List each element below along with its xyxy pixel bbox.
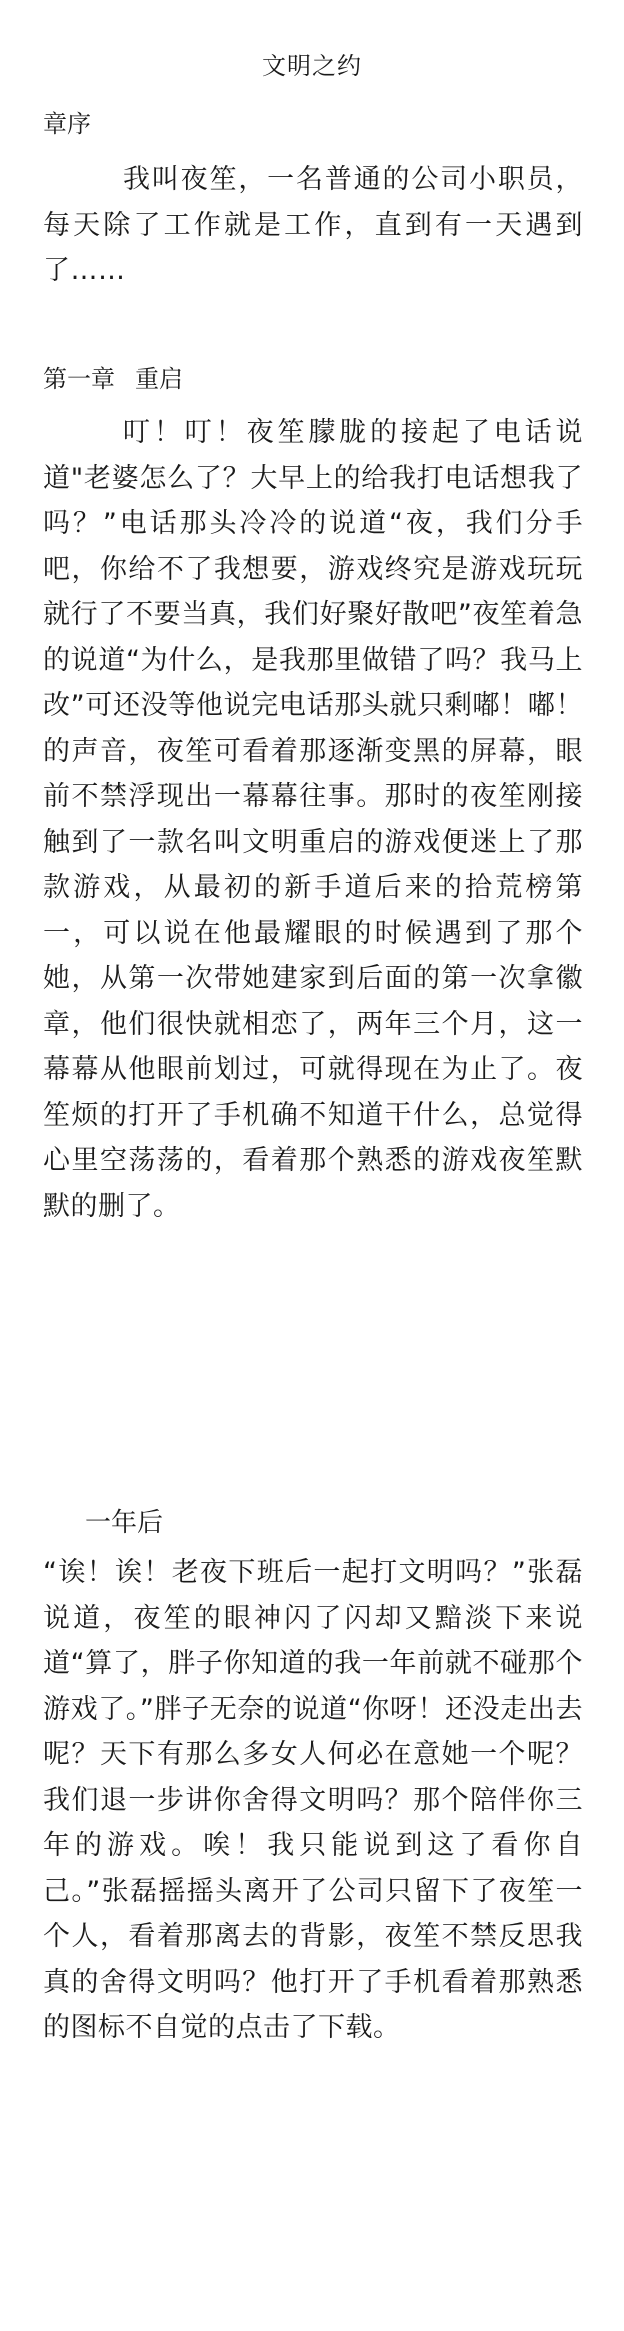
chapter1-title: 重启	[135, 365, 183, 393]
chapter1-heading	[43, 363, 183, 395]
preface-paragraph: 我叫夜笙，一名普通的公司小职员，每天除了工作就是工作，直到有一天遇到了……	[43, 164, 583, 286]
document-title: 文明之约	[262, 52, 362, 80]
preface-heading: 章序	[43, 110, 91, 138]
time-skip-label: 一年后	[85, 1508, 164, 1538]
chapter1-paragraph-2: “诶！诶！老夜下班后一起打文明吗？”张磊说道，夜笙的眼神闪了闪却又黯淡下来说道“算了，胖子你知道的我一年前就不碰那个游戏了。”胖子无奈的说道“你呀！还没走出去呢？天下有那么多女人何必在意她一个呢？我们退一步讲你舍得文明吗？那个陪伴你三年的游戏。唉！我只能说到这了看你自己。”张磊摇摇头离开了公司只留下了夜笙一个人，看着那离去的背影，夜笙不禁反思我真的舍得文明吗？他打开了手机看着那熟悉的图标不自觉的点击了下载。	[43, 1557, 583, 2043]
chapter1-number: 第一章	[43, 365, 115, 393]
chapter1-paragraph-1: 叮！叮！夜笙朦胧的接起了电话说道"老婆怎么了？大早上的给我打电话想我了吗？”电话那头冷冷的说道“夜，我们分手吧，你给不了我想要，游戏终究是游戏玩玩就行了不要当真，我们好聚好散吧”夜笙着急的说道“为什么，是我那里做错了吗？我马上改”可还没等他说完电话那头就只剩嘟！嘟！的声音，夜笙可看着那逐渐变黑的屏幕，眼前不禁浮现出一幕幕往事。那时的夜笙刚接触到了一款名叫文明重启的游戏便迷上了那款游戏，从最初的新手道后来的拾荒榜第一，可以说在他最耀眼的时候遇到了那个她，从第一次带她建家到后面的第一次拿徽章，他们很快就相恋了，两年三个月，这一幕幕从他眼前划过，可就得现在为止了。夜笙烦的打开了手机确不知道干什么，总觉得心里空荡荡的，看着那个熟悉的游戏夜笙默默的删了。	[43, 417, 583, 1222]
